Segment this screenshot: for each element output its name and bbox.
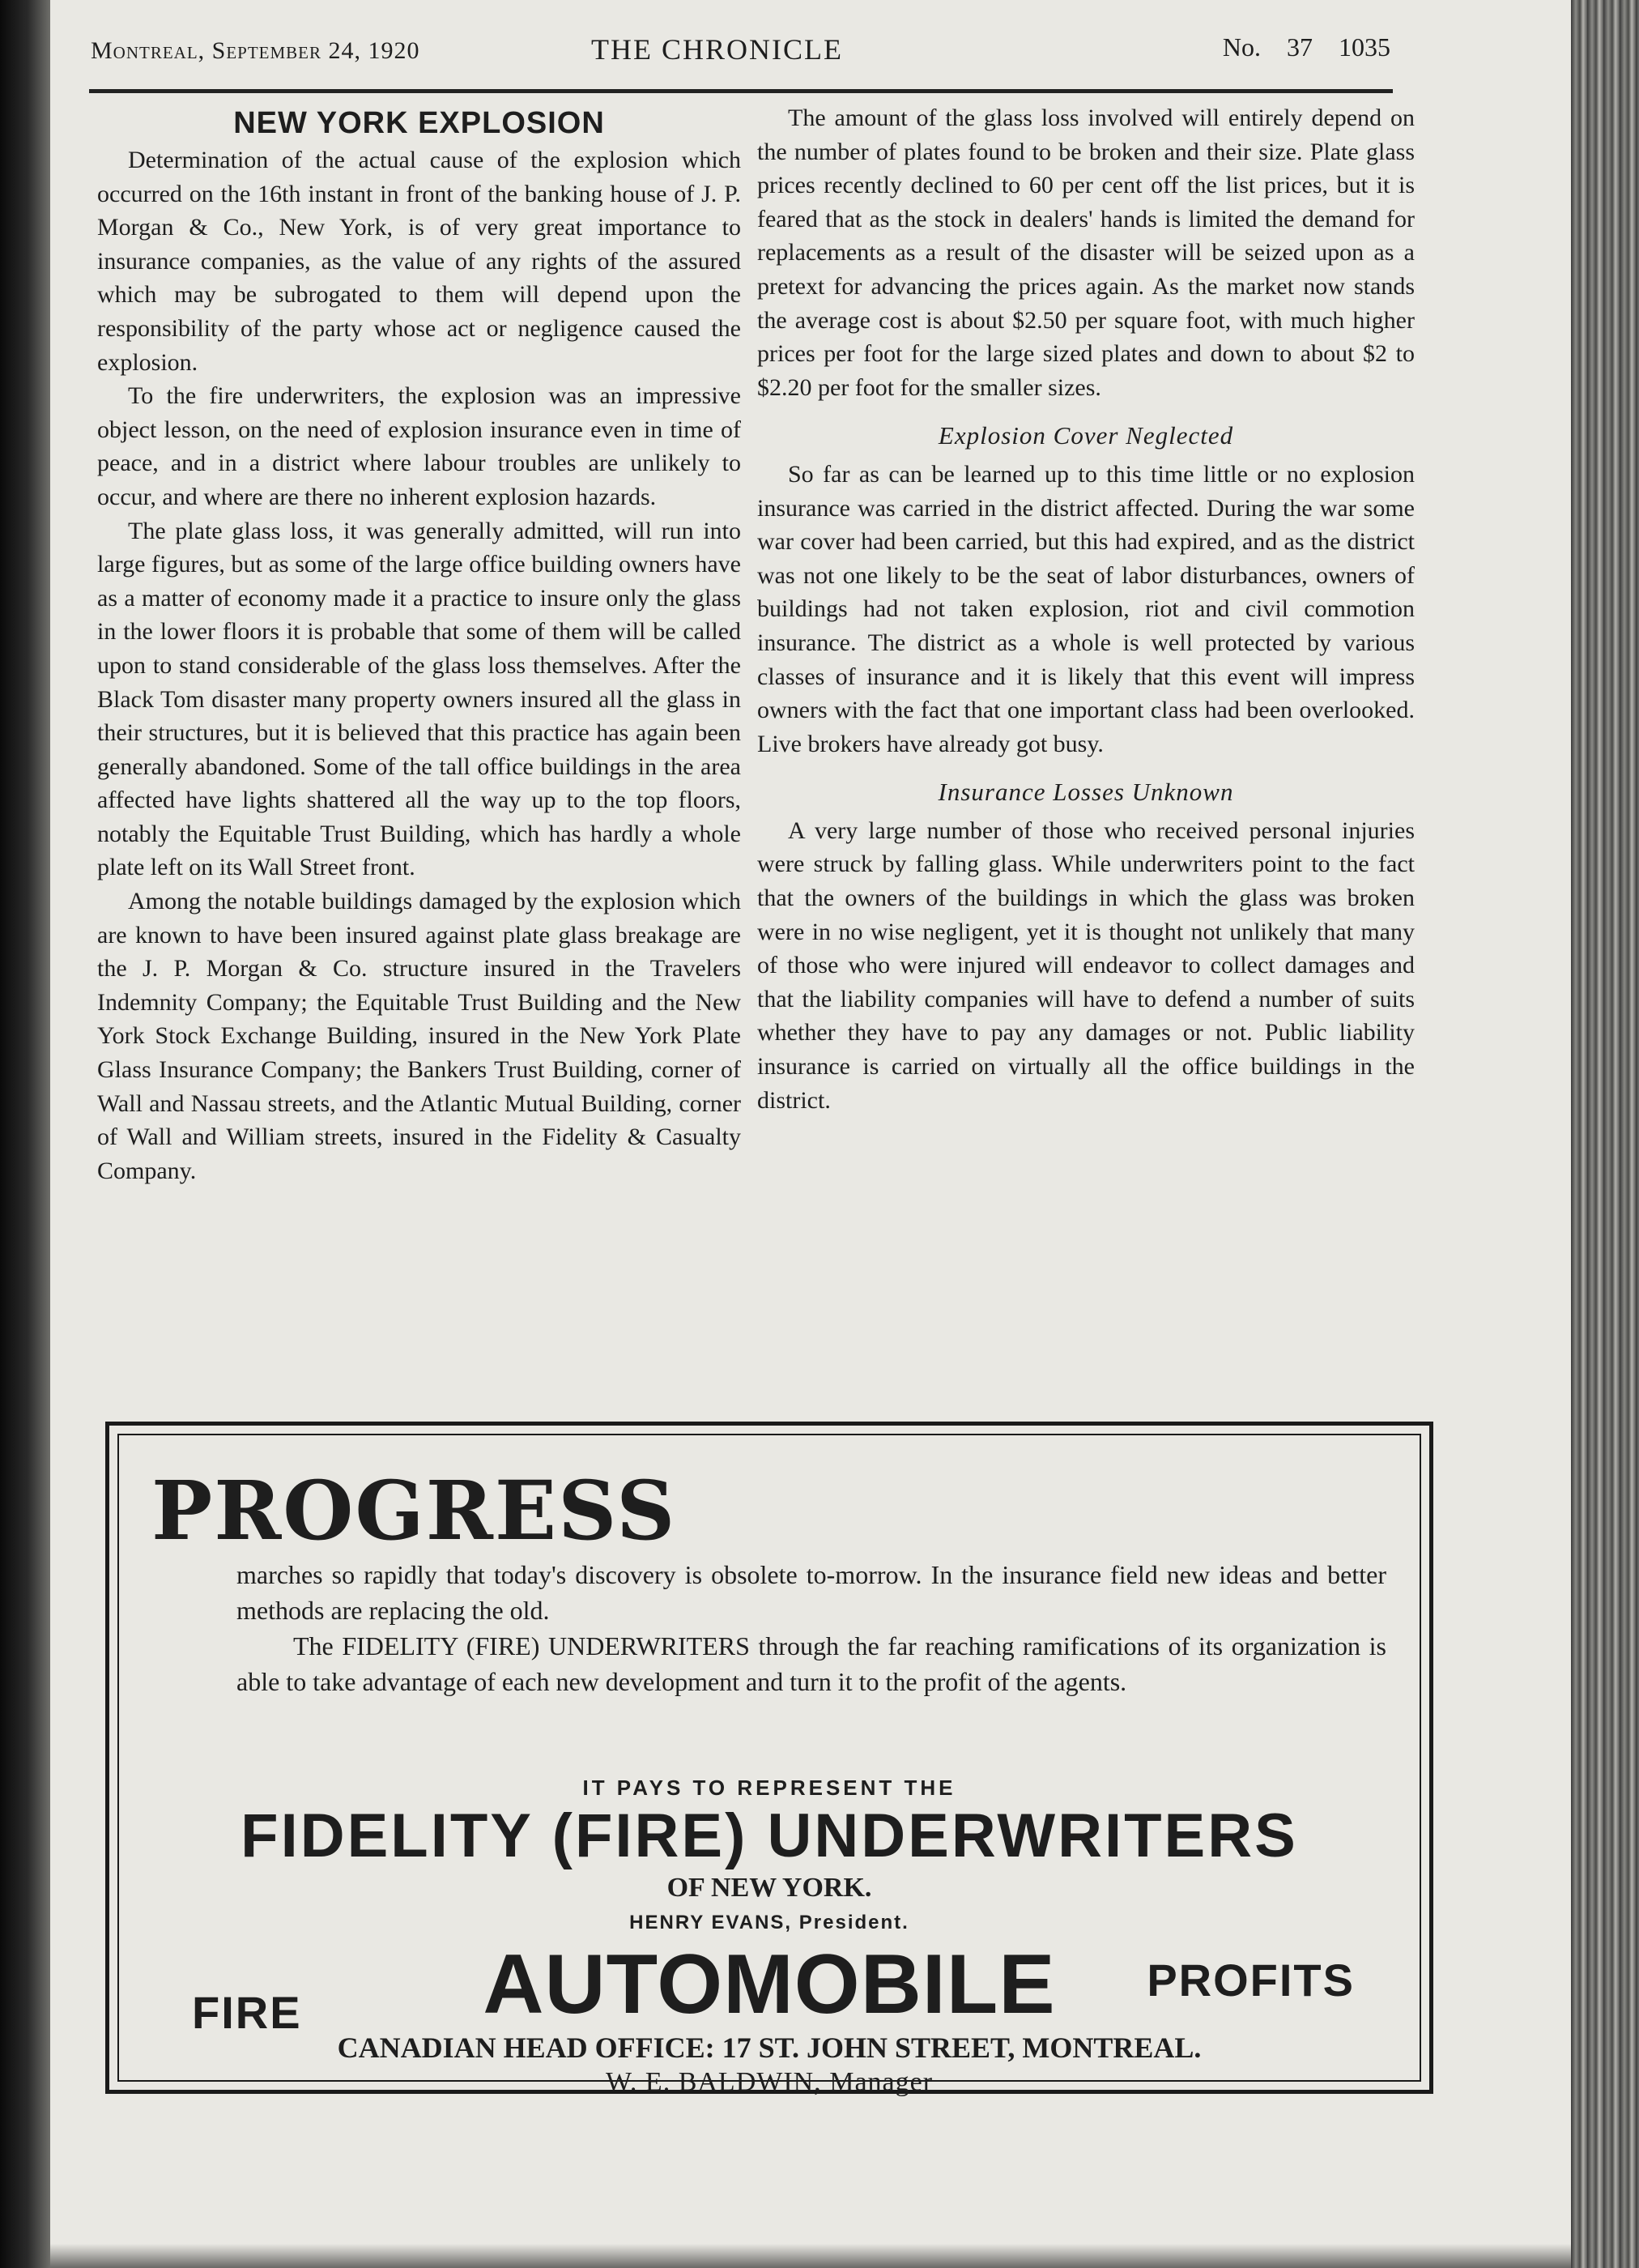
ad-president: HENRY EVANS, President. xyxy=(629,1912,909,1933)
ad-body xyxy=(236,1557,1386,1699)
ad-headline: PROGRESS xyxy=(151,1463,677,1558)
page-number: 1035 xyxy=(1339,32,1390,62)
dateline: Montreal, September 24, 1920 xyxy=(91,37,420,64)
ad-profits: PROFITS xyxy=(1147,1955,1355,2006)
ad-fire: FIRE xyxy=(192,1987,302,2038)
ad-head-office: CANADIAN HEAD OFFICE: 17 ST. JOHN STREET, MONTREAL. xyxy=(337,2031,1202,2064)
ad-company-location: OF NEW YORK. xyxy=(666,1873,872,1903)
section-heading: Explosion Cover Neglected xyxy=(938,421,1234,450)
advertisement xyxy=(105,1422,1433,2097)
issue-number: No. 37 xyxy=(1222,32,1313,62)
article-paragraph: The plate glass loss, it was generally admitted, will run into large figures, but as some of the large office building owners have as a matter of economy made it a practice to insure only the glass in the lower floors it is probable that some of them will be called upon to stand considerable of the glass loss themselves. After the Black Tom disaster many property owners insured all the glass in their structures, but it is believed that this practice has again been generally abandoned. Some of the tall office buildings in the area affected have lights shattered all the way up to the top floors, notably the Equitable Trust Building, which has hardly a whole plate left on its Wall Street front. xyxy=(97,517,741,881)
running-head xyxy=(91,29,1390,70)
publication-title: THE CHRONICLE xyxy=(591,33,843,66)
article-paragraph: The amount of the glass loss involved will entirely depend on the number of plates found to be broken and their size. Plate glass prices recently declined to 60 per cent off the list prices, but it is feared that as the stock in dealers' hands is limited the demand for replacements as a result of the disaster will be seized upon as a pretext for advancing the prices again. As the market now stands the average cost is about $2.50 per square foot, with much higher prices per foot for the large sized plates and down to about $2 to $2.20 per foot for the smaller sizes. xyxy=(757,104,1415,401)
scan-binding-edge xyxy=(1571,0,1639,2268)
article-column-left xyxy=(97,101,741,1187)
scan-bottom-shadow xyxy=(50,2244,1571,2268)
article-paragraph: Determination of the actual cause of the explosion which occurred on the 16th instant in front of the banking house of J. P. Morgan & Co., New York, is of very great importance to insurance companies, as the value of any rights of the assured which may be subrogated to them will depend upon the responsibility of the party whose act or negligence caused the explosion. xyxy=(97,147,741,376)
article-paragraph: A very large number of those who received personal injuries were struck by falling glass. While underwriters point to the fact that the owners of the buildings in which the glass was broken were in no wise negligent, yet it is thought not unlikely that many of those who were injured will endeavor to collect damages and that the liability companies will have to defend a number of suits whether they have to pay any damages or not. Public liability insurance is carried on virtually all the office buildings in the district. xyxy=(757,816,1415,1114)
advertisement-inner-border xyxy=(117,1434,1421,2097)
section-heading: Insurance Losses Unknown xyxy=(938,778,1234,807)
ad-automobile: AUTOMOBILE xyxy=(483,1938,1056,2031)
article-column-right xyxy=(757,101,1415,1117)
header-rule xyxy=(89,89,1393,93)
article-paragraph: Among the notable buildings damaged by the explosion which are known to have been insured against plate glass breakage are the J. P. Morgan & Co. structure insured in the Travelers Indemnity Company; the Equitable Trust Building and the New York Stock Exchange Building, insured in the New York Plate Glass Insurance Company; the Bankers Trust Building, corner of Wall and Nassau streets, and the Atlantic Mutual Building, corner of Wall and William streets, insured in the Fidelity & Casualty Company. xyxy=(97,888,741,1184)
ad-body-line: marches so rapidly that today's discovery is obsolete to-morrow. In the insurance field new ideas and better methods are replacing the old. xyxy=(236,1560,1386,1625)
ad-manager: W. E. BALDWIN, Manager xyxy=(605,2067,934,2097)
article-paragraph: To the fire underwriters, the explosion was an impressive object lesson, on the need of explosion insurance even in time of peace, and in a district where labour troubles are unlikely to occur, and where are there no inherent explosion hazards. xyxy=(97,382,741,510)
ad-company-name: FIDELITY (FIRE) UNDERWRITERS xyxy=(241,1801,1298,1870)
ad-tagline: IT PAYS TO REPRESENT THE xyxy=(582,1776,956,1800)
ad-body-line: The FIDELITY (FIRE) UNDERWRITERS through the far reaching ramifications of its organization is able to take advantage of each new development and turn it to the profit of the agents. xyxy=(236,1631,1386,1696)
issue-and-page xyxy=(1223,32,1390,62)
article-paragraph: So far as can be learned up to this time little or no explosion insurance was carried in the district affected. During the war some war cover had been carried, but this had expired, and as the district was not one likely to be the seat of labor disturbances, owners of buildings had not taken explosion, riot and civil commotion insurance. The district as a whole is well protected by various classes of insurance and it is likely that this event will impress owners with the fact that one important class had been overlooked. Live brokers have already got busy. xyxy=(757,460,1415,757)
article-title: NEW YORK EXPLOSION xyxy=(233,106,605,140)
scan-left-edge xyxy=(0,0,50,2268)
